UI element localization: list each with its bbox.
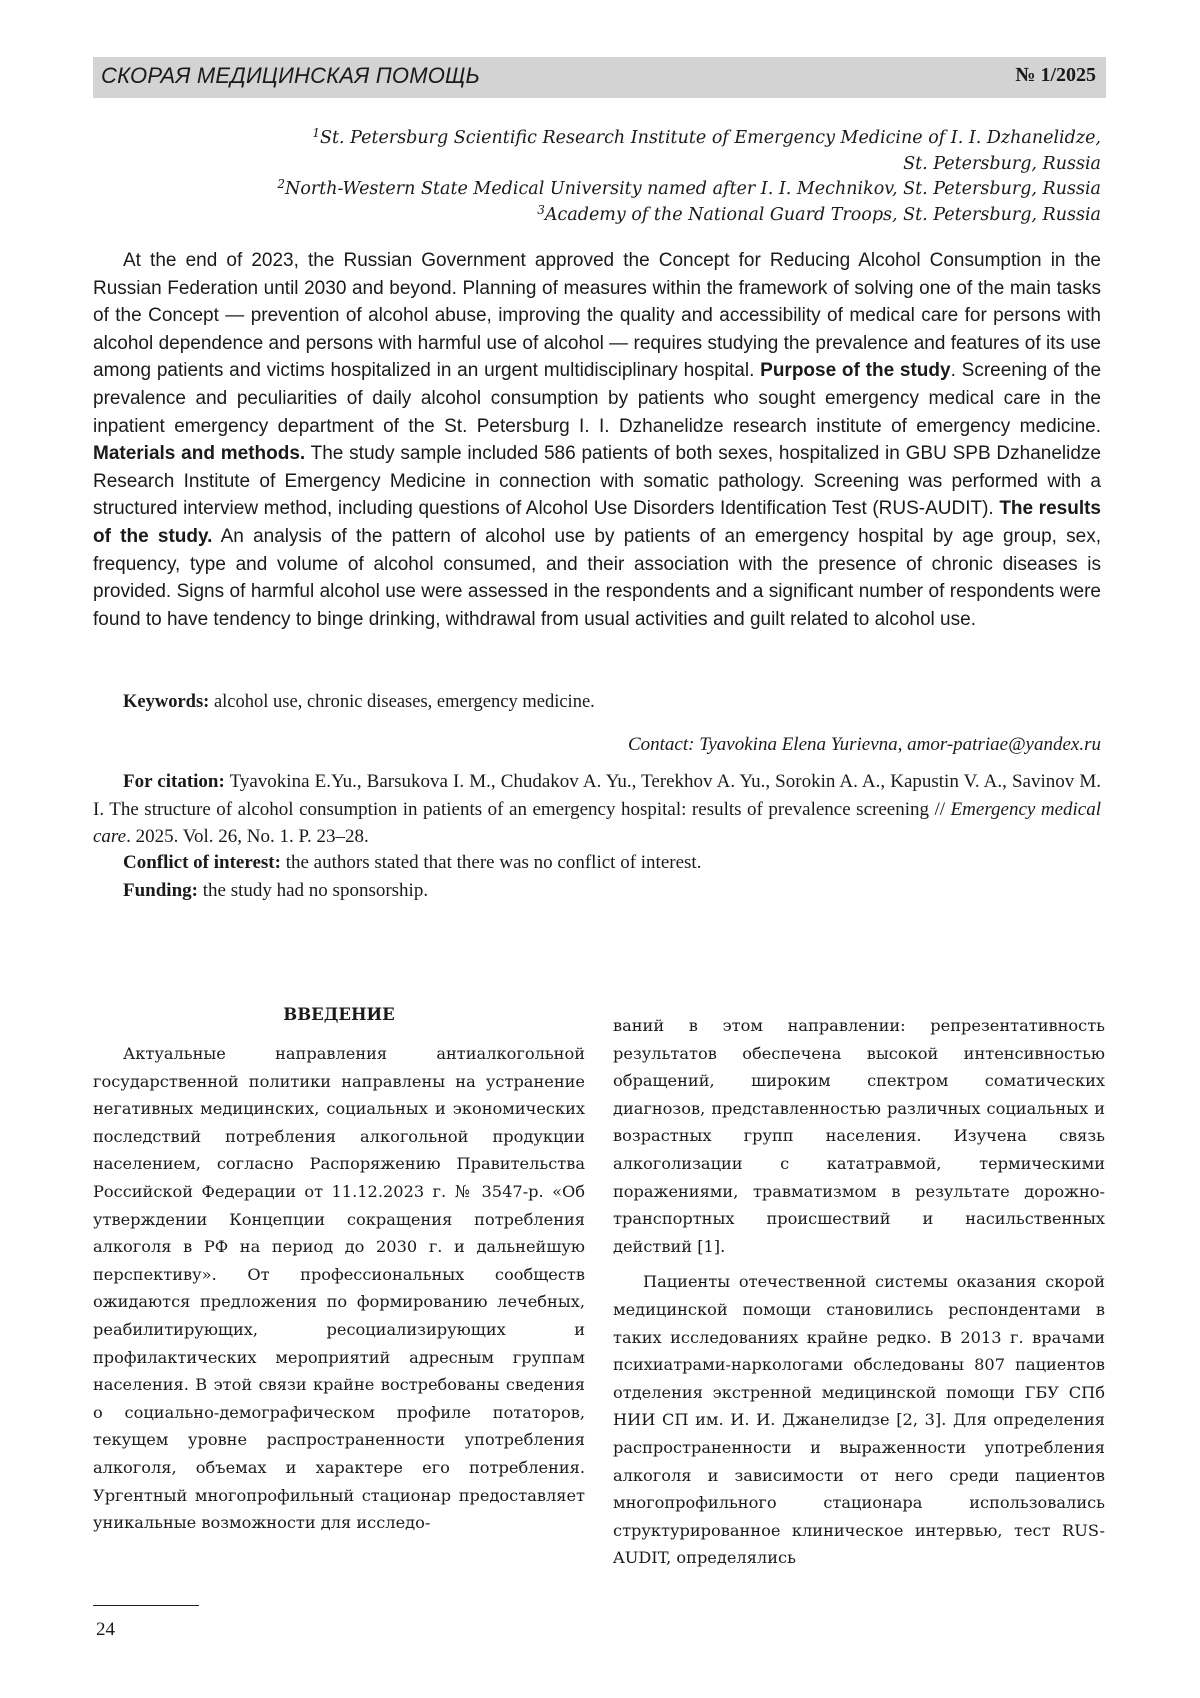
footnote-divider xyxy=(93,1605,199,1606)
citation: For citation: Tyavokina E.Yu., Barsukova I. M., Chudakov A. Yu., Terekhov A. Yu., Sorokin A. A., Kapustin V. A., Savinov M. I. The structure of alcohol consumption in patients of an emergency hospital: results of prevalence screening // Emergency medical care. 2025. Vol. 26, No. 1. P. 23–28. xyxy=(93,771,1101,847)
right-column xyxy=(613,1012,1105,1572)
affiliation-1-city: St. Petersburg, Russia xyxy=(903,153,1101,174)
funding: Funding: the study had no sponsorship. xyxy=(123,880,429,901)
journal-title: СКОРАЯ МЕДИЦИНСКАЯ ПОМОЩЬ xyxy=(101,63,481,88)
journal-header xyxy=(93,57,1106,98)
keywords: Keywords: alcohol use, chronic diseases, emergency medicine. xyxy=(123,692,595,712)
abstract: At the end of 2023, the Russian Government approved the Concept for Reducing Alcohol Consumption in the Russian Federation until 2030 and beyond. Planning of measures within the framework of solving one of the main tasks of the Concept — prevention of alcohol abuse, improving the quality and accessibility of medical care for persons with alcohol dependence and persons with harmful use of alcohol — requires studying the prevalence and features of its use among patients and victims hospitalized in an urgent multidisciplinary hospital. Purpose of the study. Screening of the prevalence and peculiarities of daily alcohol consumption by patients who sought emergency medical care in the inpatient emergency department of the St. Petersburg I. I. Dzhanelidze research institute of emergency medicine. Materials and methods. The study sample included 586 patients of both sexes, hospitalized in GBU SPB Dzhanelidze Research Institute of Emergency Medicine in connection with somatic pathology. Screening was performed with a structured interview method, including questions of Alcohol Use Disorders Identification Test (RUS-AUDIT). The results of the study. An analysis of the pattern of alcohol use by patients of an emergency hospital by age group, sex, frequency, type and volume of alcohol consumed, and their association with the presence of chronic diseases is provided. Signs of harmful alcohol use were assessed in the respondents and a significant number of respondents were found to have tendency to binge drinking, withdrawal from usual activities and guilt related to alcohol use. xyxy=(93,250,1102,630)
paragraph: Актуальные направления антиалкогольной государственной политики направлены на устранение негативных медицинских, социальных и экономических последствий потребления алкогольной продукции населением, согласно Распоряжению Правительства Российской Федерации от 11.12.2023 г. № 3547-р. «Об утверждении Концепции сокращения потребления алкоголя в РФ на период до 2030 г. и дальнейшую перспективу». От профессиональных сообществ ожидаются предложения по формированию лечебных, реабилитирующих, ресоциализирующих и профилактических мероприятий адресным группам населения. В этой связи крайне востребованы сведения о социально-демографическом профиле потаторов, текущем уровне распространенности употребления алкоголя, объемах и характере его потребления. Ургентный многопрофильный стационар предоставляет уникальные возможности для исследо- xyxy=(93,1044,585,1533)
left-column xyxy=(93,1040,585,1537)
affiliation-2: $^2$North-Western State Medical University named after I. I. Mechnikov, St. Petersburg, Russia xyxy=(277,177,1101,199)
conflict-of-interest: Conflict of interest: the authors stated that there was no conflict of interest. xyxy=(123,852,702,873)
affiliation-3: $^3$Academy of the National Guard Troops, St. Petersburg, Russia xyxy=(537,202,1101,225)
affiliations xyxy=(93,126,1101,228)
section-heading-introduction: ВВЕДЕНИЕ xyxy=(283,1005,395,1024)
contact-email[interactable]: Contact: Tyavokina Elena Yurievna, amor-patriae@yandex.ru xyxy=(627,734,1101,755)
page-number: 24 xyxy=(96,1619,115,1640)
affiliation-1: $^1$St. Petersburg Scientific Research Institute of Emergency Medicine of I. I. Dzhanelidze, xyxy=(312,126,1101,148)
paragraph: Пациенты отечественной системы оказания скорой медицинской помощи становились респондентами в таких исследованиях крайне редко. В 2013 г. врачами психиатрами-наркологами обследованы 807 пациентов отделения экстренной медицинской помощи ГБУ СПб НИИ СП им. И. И. Джанелидзе [2, 3]. Для определения распространенности и выраженности употребления алкоголя и зависимости от него среди пациентов многопрофильного стационара использовались структурированное клиническое интервью, тест RUS-AUDIT, определялись xyxy=(613,1272,1105,1568)
issue-number: № 1/2025 xyxy=(1015,64,1096,86)
paragraph: ваний в этом направлении: репрезентативность результатов обеспечена высокой интенсивностью обращений, широким спектром соматических диагнозов, представленностью различных социальных и возрастных групп населения. Изучена связь алкоголизации с кататравмой, термическими поражениями, травматизмом в результате дорожно-транспортных происшествий и насильственных действий [1]. xyxy=(613,1016,1105,1256)
